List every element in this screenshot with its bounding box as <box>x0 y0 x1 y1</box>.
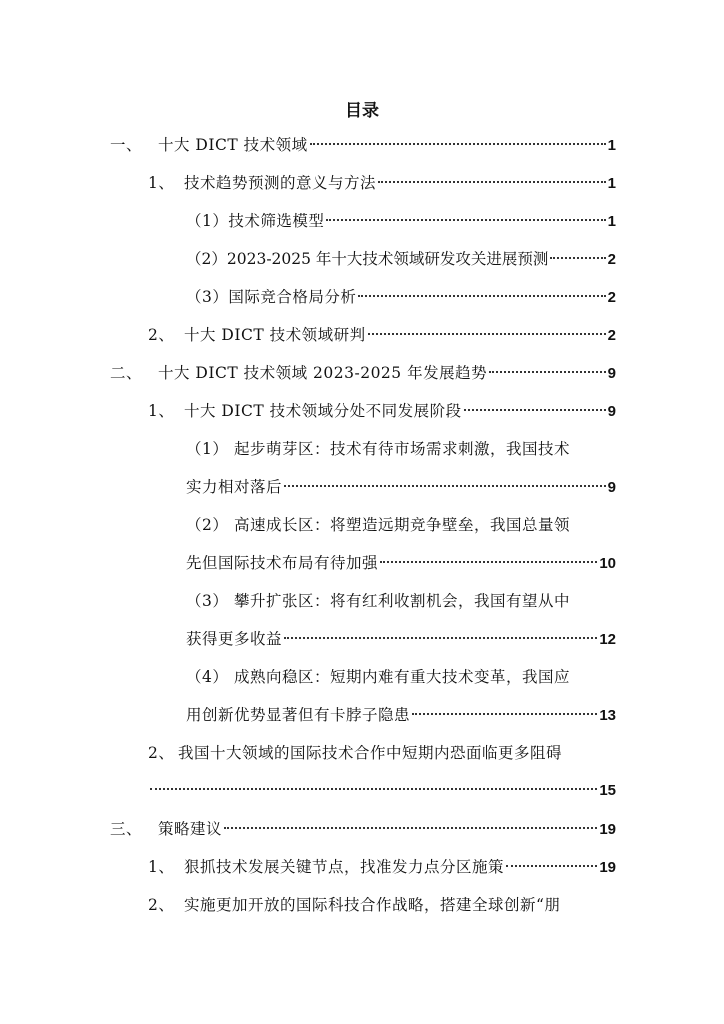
toc-entry-number: （4） <box>186 668 229 686</box>
toc-entry-page: 19 <box>599 821 616 838</box>
toc-entry-text: 2023-2025 年十大技术领域研发攻关进展预测 <box>226 250 549 268</box>
toc-entry-page: 1 <box>607 213 616 230</box>
toc-entry-text-cont: 获得更多收益 <box>186 630 283 648</box>
toc-entry-2[interactable] <box>110 362 616 384</box>
toc-entry-text: 我国十大领域的国际技术合作中短期内恐面临更多阻碍 <box>178 744 563 762</box>
toc-entry-number: （2） <box>186 516 229 534</box>
toc-entry-number: 1、 <box>148 402 175 420</box>
toc-entry-2-1-3-line2[interactable] <box>186 628 616 650</box>
toc-entry-text: 技术筛选模型 <box>228 212 325 230</box>
toc-entry-3[interactable] <box>110 818 616 840</box>
toc-entry-number: 二、 <box>110 364 143 382</box>
toc-entry-2-1-2-line1[interactable] <box>186 514 616 536</box>
toc-entry-text: 狠抓技术发展关键节点，找准发力点分区施策 <box>184 858 505 876</box>
toc-entry-text: 十大 DICT 技术领域 <box>158 136 308 154</box>
toc-entry-text: 十大 DICT 技术领域研判 <box>184 326 366 344</box>
toc-entry-page: 1 <box>607 175 616 192</box>
toc-entry-number: 2、 <box>148 896 175 914</box>
toc-entry-2-1-1-line1[interactable] <box>186 438 616 460</box>
toc-entry-number: 三、 <box>110 820 143 838</box>
toc-entry-text: 十大 DICT 技术领域分处不同发展阶段 <box>184 402 462 420</box>
toc-entry-1[interactable] <box>110 134 616 156</box>
toc-entry-page: 2 <box>607 327 616 344</box>
toc-entry-page: 13 <box>599 707 616 724</box>
toc-entry-number: （2） <box>186 250 227 268</box>
toc-entry-number: （3） <box>186 288 229 306</box>
toc-entry-2-1-4-line1[interactable] <box>186 666 616 688</box>
toc-entry-text: 实施更加开放的国际科技合作战略，搭建全球创新“朋 <box>184 896 561 914</box>
toc-leader-dots <box>150 788 597 790</box>
toc-leader-dots <box>284 637 597 639</box>
toc-entry-text: 成熟向稳区：短期内难有重大技术变革，我国应 <box>234 668 571 686</box>
toc-entry-text-cont: 先但国际技术布局有待加强 <box>186 554 379 572</box>
toc-leader-dots <box>489 371 606 373</box>
toc-entry-text: 策略建议 <box>158 820 223 838</box>
toc-leader-dots <box>378 181 606 183</box>
toc-entry-page: 2 <box>607 251 616 268</box>
toc-entry-number: 2、 <box>148 326 175 344</box>
toc-entry-number: 2、 <box>148 744 175 762</box>
toc-entry-page: 12 <box>599 631 616 648</box>
toc-entry-text: 十大 DICT 技术领域 2023-2025 年发展趋势 <box>158 364 488 382</box>
toc-entry-page: 19 <box>599 859 616 876</box>
toc-entry-text-cont: 实力相对落后 <box>186 478 283 496</box>
toc-entry-page: 9 <box>607 479 616 496</box>
toc-leader-dots <box>310 143 606 145</box>
toc-leader-dots <box>412 713 597 715</box>
toc-entry-number: 1、 <box>148 174 175 192</box>
toc-entry-1-1-2[interactable] <box>186 248 616 270</box>
toc-leader-dots <box>464 409 606 411</box>
toc-entry-3-2[interactable] <box>148 894 616 916</box>
toc-entry-page: 10 <box>599 555 616 572</box>
toc-title: 目录 <box>345 101 379 121</box>
toc-entry-number: （1） <box>186 212 229 230</box>
toc-entry-page: 9 <box>607 403 616 420</box>
toc-leader-dots <box>224 827 597 829</box>
toc-entry-2-1-1-line2[interactable] <box>186 476 616 498</box>
toc-entry-text: 攀升扩张区：将有红利收割机会，我国有望从中 <box>234 592 571 610</box>
toc-entry-3-1[interactable] <box>148 856 616 878</box>
toc-entry-2-1-2-line2[interactable] <box>186 552 616 574</box>
toc-entry-1-1-1[interactable] <box>186 210 616 232</box>
toc-entry-page: 1 <box>607 137 616 154</box>
toc-entry-number: （1） <box>186 440 229 458</box>
toc-leader-dots <box>326 219 605 221</box>
toc-entry-page: 2 <box>607 289 616 306</box>
toc-entry-2-1-3-line1[interactable] <box>186 590 616 612</box>
toc-leader-dots <box>284 485 606 487</box>
toc-entry-number: 1、 <box>148 858 175 876</box>
toc-leader-dots <box>506 865 597 867</box>
toc-entry-2-1[interactable] <box>148 400 616 422</box>
toc-entry-2-2-line2[interactable] <box>148 780 616 802</box>
toc-entry-2-1-4-line2[interactable] <box>186 704 616 726</box>
toc-leader-dots <box>368 333 606 335</box>
toc-entry-text: 高速成长区：将塑造远期竞争壁垒，我国总量领 <box>234 516 571 534</box>
toc-entry-1-1[interactable] <box>148 172 616 194</box>
toc-entry-number: （3） <box>186 592 229 610</box>
toc-leader-dots <box>358 295 605 297</box>
toc-entry-page: 15 <box>599 782 616 799</box>
toc-entry-text-cont: 用创新优势显著但有卡脖子隐患 <box>186 706 411 724</box>
toc-entry-page: 9 <box>607 365 616 382</box>
toc-entry-2-2-line1[interactable] <box>148 742 616 764</box>
toc-entry-1-1-3[interactable] <box>186 286 616 308</box>
toc-leader-dots <box>380 561 597 563</box>
toc-entry-text: 技术趋势预测的意义与方法 <box>184 174 377 192</box>
toc-entry-text: 国际竞合格局分析 <box>228 288 357 306</box>
toc-entry-1-2[interactable] <box>148 324 616 346</box>
toc-leader-dots <box>550 257 605 259</box>
toc-entry-number: 一、 <box>110 136 143 154</box>
toc-entry-text: 起步萌芽区：技术有待市场需求刺激，我国技术 <box>234 440 571 458</box>
